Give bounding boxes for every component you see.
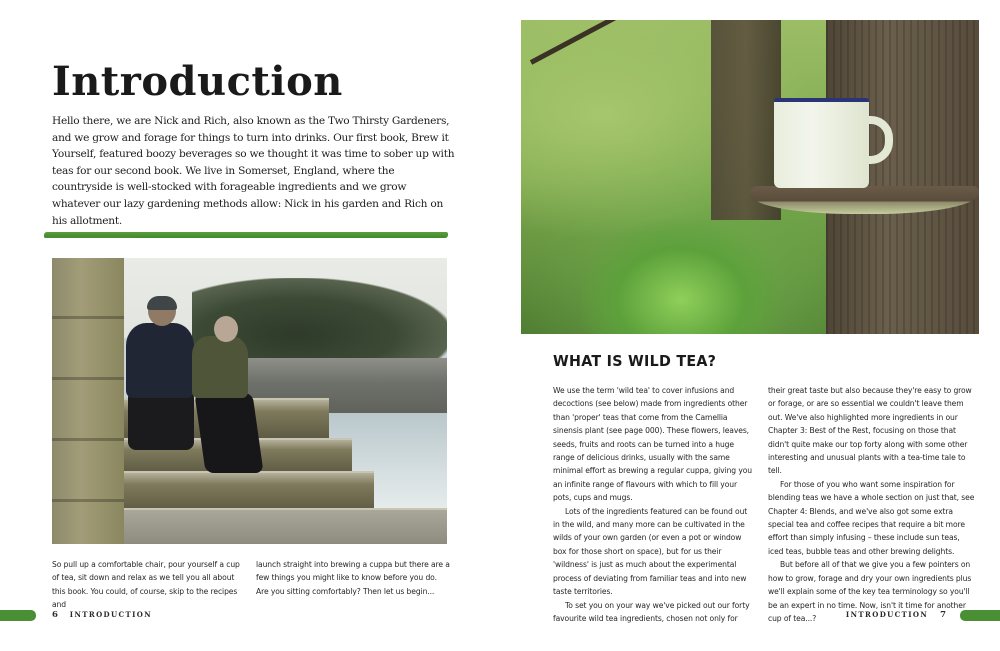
- green-divider-rule: [44, 232, 448, 238]
- body-text: So pull up a comfortable chair, pour yourself a cup of tea, sit down and relax as we tell you all about this book. You could, of course, skip to the recipes and: [52, 560, 240, 610]
- photo-foliage: [581, 220, 781, 334]
- body-paragraph: Lots of the ingredients featured can be found out in the wild, and many more can be cultivated in the wilds of your own garden (or even a pot or window box for those short on space), but for us their 'wildness' is just as much about the experimental process of deviating from familiar teas and into new taste territories.: [553, 506, 748, 597]
- folio-right: [846, 610, 946, 620]
- running-head: INTRODUCTION: [845, 610, 929, 619]
- photo-step: [124, 471, 374, 511]
- photo-person-rich: [192, 336, 248, 398]
- body-paragraph: To set you on your way we've picked out our forty favourite wild tea ingredients, chosen not only for: [553, 600, 750, 623]
- photo-person-nick: [126, 323, 194, 398]
- photo-beanie-hat: [147, 296, 177, 310]
- body-column-4: [768, 384, 976, 625]
- running-head: INTRODUCTION: [69, 610, 153, 619]
- page-title: Introduction: [52, 58, 343, 105]
- photo-step: [124, 508, 447, 544]
- body-paragraph: But before all of that we give you a few pointers on how to grow, forage and dry your own ingredients plus we'll explain some of the key tea terminology so you'll be an expert in no time. Now, isn't it time for another cup of tea...?: [768, 560, 972, 623]
- body-column-2: [256, 558, 451, 598]
- photo-stone-pillar: [52, 258, 124, 544]
- body-text: launch straight into brewing a cuppa but there are a few things you might like to know before you do. Are you sitting comfortably? Then let us begin...: [256, 560, 450, 596]
- photo-person-legs: [194, 393, 263, 473]
- body-column-3: [553, 384, 753, 625]
- body-paragraph: For those of you who want some inspiration for blending teas we have a whole section on just that, see Chapter 4: Blends, and we've also got some extra special tea and coffee recipes that require a bit more effort than simply infusing – these include sun teas, iced teas, bubble teas and other brewing delights.: [768, 479, 975, 556]
- photo-enamel-mug: [774, 98, 869, 188]
- green-page-tab: [0, 610, 36, 621]
- section-heading: WHAT IS WILD TEA?: [553, 352, 717, 370]
- photo-person-legs: [128, 390, 194, 450]
- folio-left: [52, 610, 152, 620]
- body-paragraph: their great taste but also because they're easy to grow or forage, or are so essential we couldn't leave them out. We've also highlighted more ingredients in our Chapter 3: Best of the Rest, focusing on those that didn't quite make our top forty along with some other interesting and unusual plants with a tea-time tale to tell.: [768, 386, 972, 476]
- photo-men-on-harbour-steps: [52, 258, 447, 544]
- photo-branch: [530, 20, 665, 65]
- body-column-1: [52, 558, 242, 612]
- lead-paragraph: Hello there, we are Nick and Rich, also known as the Two Thirsty Gardeners, and we grow and forage for things to turn into drinks. Our first book, Brew it Yourself, featured boozy beverages so we thought it was time to sober up with teas for our second book. We live in Somerset, England, where the countryside is well-stocked with forageable ingredients and we grow whatever our lazy gardening methods allow: Nick in his garden and Rich on his allotment.: [52, 115, 455, 227]
- body-paragraph: We use the term 'wild tea' to cover infusions and decoctions (see below) made from ingredients other than 'proper' teas that come from the Camellia sinensis plant (see page 000). These flowers, leaves, seeds, fruits and roots can be turned into a huge range of delicious drinks, usually with the same minimal effort as brewing a regular cuppa, giving you an infinite range of flavours with which to fill your pots, cups and mugs.: [553, 386, 752, 503]
- photo-mug-on-tree-fungus: [521, 20, 979, 334]
- green-page-tab: [960, 610, 1000, 621]
- page-number: 6: [52, 610, 58, 620]
- page-number: 7: [940, 610, 946, 620]
- photo-person-head: [214, 316, 238, 342]
